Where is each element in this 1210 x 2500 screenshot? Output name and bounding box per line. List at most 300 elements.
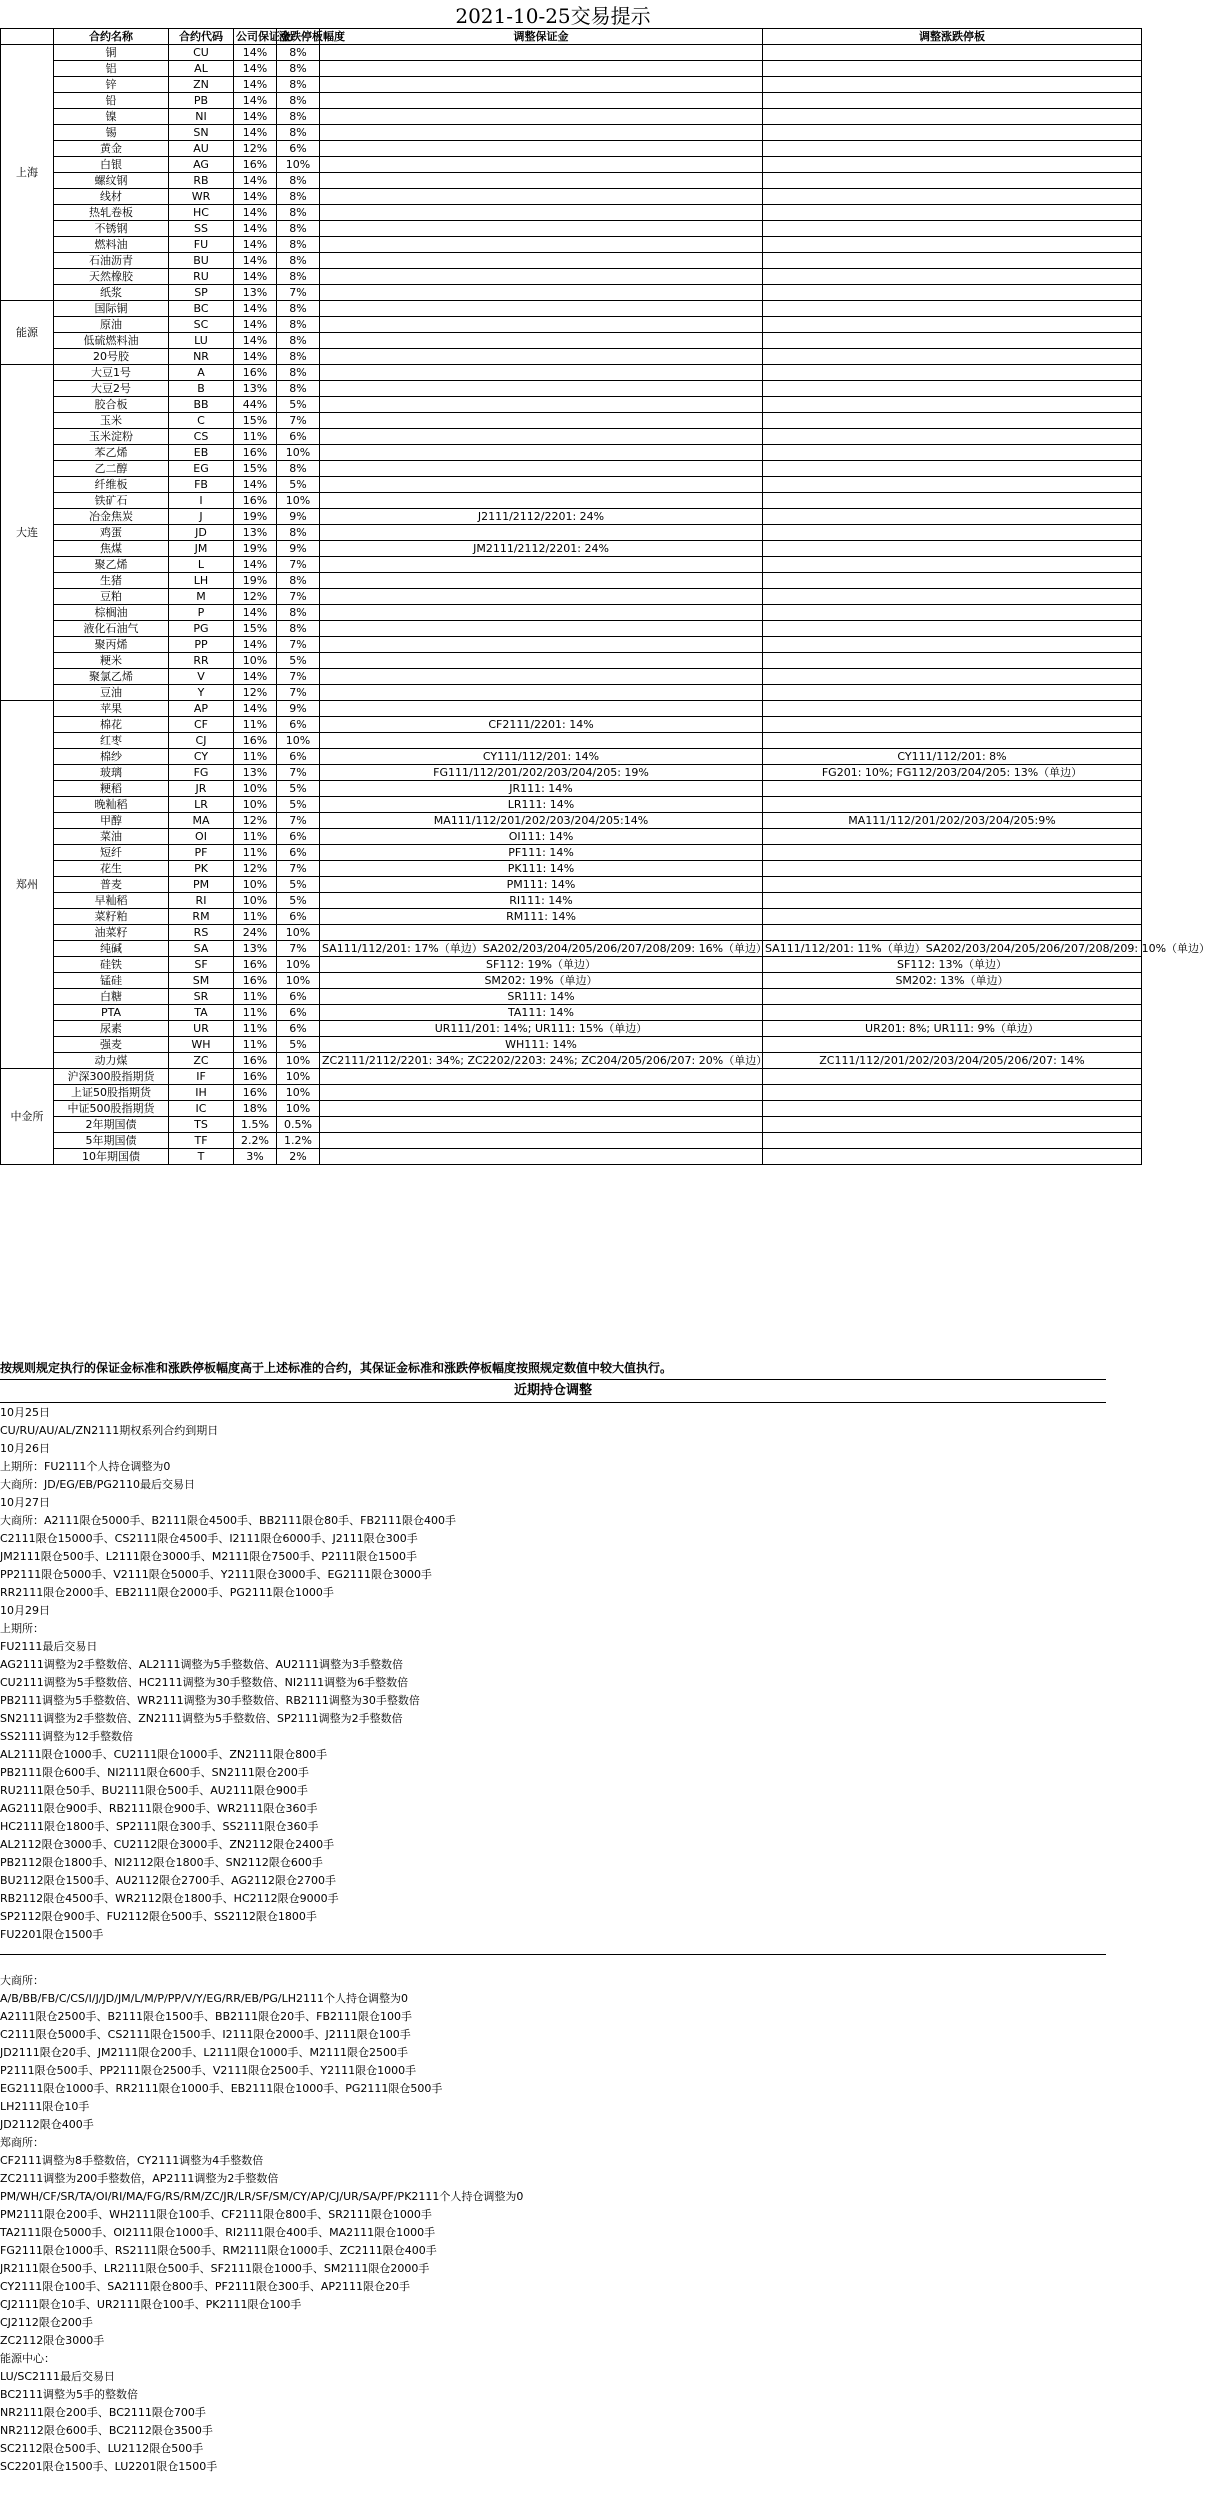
- margin-rate: 13%: [234, 381, 277, 397]
- table-row: [1, 93, 1142, 109]
- adjusted-limit: [763, 61, 1142, 77]
- margin-rate: 16%: [234, 973, 277, 989]
- adjusted-margin: [320, 333, 763, 349]
- contract-code: UR: [169, 1021, 234, 1037]
- adjusted-limit: [763, 781, 1142, 797]
- limit-rate: 6%: [277, 717, 320, 733]
- contract-name: 镍: [54, 109, 169, 125]
- limit-rate: 6%: [277, 429, 320, 445]
- table-row: [1, 957, 1142, 973]
- table-row: [1, 285, 1142, 301]
- limit-rate: 8%: [277, 205, 320, 221]
- contract-name: 2年期国债: [54, 1117, 169, 1133]
- table-row: [1, 205, 1142, 221]
- margin-rate: 16%: [234, 1085, 277, 1101]
- limit-rate: 5%: [277, 797, 320, 813]
- contract-name: 焦煤: [54, 541, 169, 557]
- adjusted-limit: [763, 733, 1142, 749]
- limit-rate: 10%: [277, 1085, 320, 1101]
- contract-code: I: [169, 493, 234, 509]
- contract-name: 聚丙烯: [54, 637, 169, 653]
- contract-name: 玉米: [54, 413, 169, 429]
- adjusted-limit: [763, 397, 1142, 413]
- table-row: [1, 589, 1142, 605]
- adjusted-limit: [763, 685, 1142, 701]
- adjusted-margin: PM111: 14%: [320, 877, 763, 893]
- table-row: [1, 877, 1142, 893]
- table-row: [1, 317, 1142, 333]
- limit-rate: 10%: [277, 1053, 320, 1069]
- table-row: [1, 397, 1142, 413]
- table-row: [1, 1149, 1142, 1165]
- adjusted-margin: [320, 285, 763, 301]
- contract-name: 20号胶: [54, 349, 169, 365]
- adjusted-margin: [320, 221, 763, 237]
- table-row: [1, 253, 1142, 269]
- contract-name: 乙二醇: [54, 461, 169, 477]
- table-row: [1, 909, 1142, 925]
- table-row: [1, 445, 1142, 461]
- margin-rate: 11%: [234, 1037, 277, 1053]
- contract-code: EB: [169, 445, 234, 461]
- adjusted-margin: [320, 429, 763, 445]
- contract-code: FG: [169, 765, 234, 781]
- limit-rate: 6%: [277, 1005, 320, 1021]
- contract-name: 菜油: [54, 829, 169, 845]
- table-row: [1, 173, 1142, 189]
- margin-rate: 2.2%: [234, 1133, 277, 1149]
- limit-rate: 6%: [277, 749, 320, 765]
- limit-rate: 10%: [277, 445, 320, 461]
- contract-code: JR: [169, 781, 234, 797]
- limit-rate: 8%: [277, 77, 320, 93]
- contract-name: 热轧卷板: [54, 205, 169, 221]
- limit-rate: 8%: [277, 125, 320, 141]
- adjusted-margin: [320, 413, 763, 429]
- limit-rate: 8%: [277, 381, 320, 397]
- adjusted-limit: [763, 1069, 1142, 1085]
- adjusted-limit: SF112: 13%（单边）: [763, 957, 1142, 973]
- limit-rate: 6%: [277, 845, 320, 861]
- adjusted-margin: OI111: 14%: [320, 829, 763, 845]
- contract-name: 锡: [54, 125, 169, 141]
- contract-code: MA: [169, 813, 234, 829]
- contract-code: IH: [169, 1085, 234, 1101]
- margin-rate: 1.5%: [234, 1117, 277, 1133]
- limit-rate: 7%: [277, 685, 320, 701]
- adjusted-limit: [763, 253, 1142, 269]
- limit-rate: 6%: [277, 141, 320, 157]
- table-row: [1, 333, 1142, 349]
- limit-rate: 5%: [277, 1037, 320, 1053]
- contract-code: NR: [169, 349, 234, 365]
- contract-name: 沪深300股指期货: [54, 1069, 169, 1085]
- margin-rate: 11%: [234, 845, 277, 861]
- adjusted-limit: [763, 93, 1142, 109]
- exchange-name: 上海: [1, 45, 54, 301]
- contract-code: CS: [169, 429, 234, 445]
- adjusted-margin: [320, 93, 763, 109]
- contract-code: PP: [169, 637, 234, 653]
- adjusted-margin: SM202: 19%（单边）: [320, 973, 763, 989]
- recent-position-adjustment-title: 近期持仓调整: [0, 1380, 1106, 1403]
- adjusted-margin: FG111/112/201/202/203/204/205: 19%: [320, 765, 763, 781]
- table-row: [1, 349, 1142, 365]
- table-row: [1, 365, 1142, 381]
- contract-name: 动力煤: [54, 1053, 169, 1069]
- contract-name: 原油: [54, 317, 169, 333]
- contract-code: AU: [169, 141, 234, 157]
- adjusted-margin: [320, 301, 763, 317]
- margin-rate: 14%: [234, 189, 277, 205]
- limit-rate: 7%: [277, 557, 320, 573]
- contract-code: LU: [169, 333, 234, 349]
- adjusted-limit: [763, 621, 1142, 637]
- table-row: [1, 541, 1142, 557]
- adjusted-margin: CF2111/2201: 14%: [320, 717, 763, 733]
- contract-name: 国际铜: [54, 301, 169, 317]
- adjusted-limit: [763, 237, 1142, 253]
- header-adjusted-margin: 调整保证金: [320, 29, 763, 45]
- contract-name: 聚乙烯: [54, 557, 169, 573]
- limit-rate: 0.5%: [277, 1117, 320, 1133]
- adjusted-margin: [320, 525, 763, 541]
- table-row: [1, 221, 1142, 237]
- contract-code: PB: [169, 93, 234, 109]
- contract-code: PK: [169, 861, 234, 877]
- adjusted-limit: [763, 205, 1142, 221]
- limit-rate: 8%: [277, 189, 320, 205]
- adjusted-limit: [763, 877, 1142, 893]
- adjusted-margin: LR111: 14%: [320, 797, 763, 813]
- adjusted-margin: [320, 653, 763, 669]
- adjusted-limit: [763, 829, 1142, 845]
- contract-code: CY: [169, 749, 234, 765]
- margin-rate: 10%: [234, 877, 277, 893]
- contract-name: 石油沥青: [54, 253, 169, 269]
- limit-rate: 10%: [277, 925, 320, 941]
- adjusted-margin: [320, 61, 763, 77]
- table-row: [1, 861, 1142, 877]
- limit-rate: 8%: [277, 221, 320, 237]
- adjusted-margin: J2111/2112/2201: 24%: [320, 509, 763, 525]
- contract-name: 螺纹钢: [54, 173, 169, 189]
- table-row: [1, 237, 1142, 253]
- contract-code: V: [169, 669, 234, 685]
- margin-rate: 14%: [234, 93, 277, 109]
- table-row: [1, 61, 1142, 77]
- limit-rate: 8%: [277, 269, 320, 285]
- table-row: [1, 1101, 1142, 1117]
- contract-name: 尿素: [54, 1021, 169, 1037]
- adjusted-margin: [320, 237, 763, 253]
- limit-rate: 5%: [277, 653, 320, 669]
- table-row: [1, 381, 1142, 397]
- adjusted-limit: SA111/112/201: 11%（单边）SA202/203/204/205/206/207/208/209: 10%（单边）: [763, 941, 1142, 957]
- adjusted-margin: [320, 317, 763, 333]
- contract-code: CU: [169, 45, 234, 61]
- adjusted-limit: [763, 573, 1142, 589]
- limit-rate: 7%: [277, 285, 320, 301]
- contract-name: 燃料油: [54, 237, 169, 253]
- table-row: [1, 781, 1142, 797]
- adjusted-limit: [763, 653, 1142, 669]
- adjusted-margin: [320, 365, 763, 381]
- header-limit: 涨跌停板幅度: [277, 29, 320, 45]
- table-row: [1, 573, 1142, 589]
- adjusted-limit: [763, 701, 1142, 717]
- adjusted-margin: [320, 461, 763, 477]
- adjusted-limit: [763, 525, 1142, 541]
- limit-rate: 8%: [277, 605, 320, 621]
- contract-code: TA: [169, 1005, 234, 1021]
- table-row: [1, 493, 1142, 509]
- table-row: [1, 845, 1142, 861]
- contract-name: 短纤: [54, 845, 169, 861]
- table-row: [1, 461, 1142, 477]
- table-row: [1, 1085, 1142, 1101]
- contract-code: CF: [169, 717, 234, 733]
- margin-rate: 11%: [234, 829, 277, 845]
- adjusted-limit: [763, 365, 1142, 381]
- limit-rate: 8%: [277, 237, 320, 253]
- table-row: [1, 733, 1142, 749]
- adjusted-margin: [320, 1085, 763, 1101]
- adjusted-margin: RI111: 14%: [320, 893, 763, 909]
- adjusted-margin: JR111: 14%: [320, 781, 763, 797]
- contract-code: LH: [169, 573, 234, 589]
- contract-name: 铁矿石: [54, 493, 169, 509]
- contract-name: 铅: [54, 93, 169, 109]
- adjusted-margin: [320, 1101, 763, 1117]
- adjusted-margin: [320, 1117, 763, 1133]
- adjusted-limit: [763, 1149, 1142, 1165]
- contract-name: 强麦: [54, 1037, 169, 1053]
- limit-rate: 7%: [277, 589, 320, 605]
- contract-code: Y: [169, 685, 234, 701]
- contract-code: RM: [169, 909, 234, 925]
- limit-rate: 8%: [277, 109, 320, 125]
- adjusted-margin: [320, 125, 763, 141]
- header-adjusted-limit: 调整涨跌停板: [763, 29, 1142, 45]
- contract-code: PM: [169, 877, 234, 893]
- margin-rate: 14%: [234, 237, 277, 253]
- adjusted-limit: [763, 989, 1142, 1005]
- table-row: [1, 749, 1142, 765]
- adjusted-limit: [763, 461, 1142, 477]
- contract-name: 锌: [54, 77, 169, 93]
- contract-code: IC: [169, 1101, 234, 1117]
- contract-code: AG: [169, 157, 234, 173]
- contract-name: 冶金焦炭: [54, 509, 169, 525]
- contract-name: 上证50股指期货: [54, 1085, 169, 1101]
- adjusted-limit: [763, 605, 1142, 621]
- adjusted-limit: [763, 285, 1142, 301]
- margin-rate: 11%: [234, 717, 277, 733]
- contract-code: SN: [169, 125, 234, 141]
- exchange-name: 能源: [1, 301, 54, 365]
- margin-rate: 11%: [234, 1021, 277, 1037]
- table-row: [1, 637, 1142, 653]
- adjusted-margin: [320, 77, 763, 93]
- adjusted-margin: [320, 141, 763, 157]
- table-row: [1, 1117, 1142, 1133]
- margin-rate: 16%: [234, 157, 277, 173]
- contract-code: BU: [169, 253, 234, 269]
- contract-name: 胶合板: [54, 397, 169, 413]
- contract-name: 液化石油气: [54, 621, 169, 637]
- adjusted-limit: [763, 125, 1142, 141]
- margin-rate: 12%: [234, 141, 277, 157]
- margin-rate: 19%: [234, 573, 277, 589]
- margin-rate: 19%: [234, 541, 277, 557]
- adjusted-margin: [320, 621, 763, 637]
- adjusted-limit: [763, 637, 1142, 653]
- table-row: [1, 701, 1142, 717]
- contract-code: P: [169, 605, 234, 621]
- margin-rate: 3%: [234, 1149, 277, 1165]
- limit-rate: 10%: [277, 957, 320, 973]
- contract-code: C: [169, 413, 234, 429]
- adjusted-limit: [763, 845, 1142, 861]
- adjusted-margin: [320, 589, 763, 605]
- adjusted-limit: [763, 333, 1142, 349]
- adjusted-margin: CY111/112/201: 14%: [320, 749, 763, 765]
- contract-code: ZC: [169, 1053, 234, 1069]
- contract-name: 线材: [54, 189, 169, 205]
- adjusted-margin: PF111: 14%: [320, 845, 763, 861]
- limit-rate: 8%: [277, 461, 320, 477]
- adjusted-limit: [763, 861, 1142, 877]
- margin-rate: 16%: [234, 1069, 277, 1085]
- adjusted-limit: [763, 429, 1142, 445]
- contract-code: SR: [169, 989, 234, 1005]
- limit-rate: 7%: [277, 765, 320, 781]
- margin-rate: 16%: [234, 957, 277, 973]
- adjusted-limit: [763, 413, 1142, 429]
- adjusted-limit: [763, 477, 1142, 493]
- margin-rate: 16%: [234, 365, 277, 381]
- contract-code: L: [169, 557, 234, 573]
- table-row: [1, 717, 1142, 733]
- contract-name: PTA: [54, 1005, 169, 1021]
- contract-code: OI: [169, 829, 234, 845]
- margin-rate: 14%: [234, 637, 277, 653]
- adjusted-limit: [763, 557, 1142, 573]
- limit-rate: 7%: [277, 941, 320, 957]
- adjusted-margin: [320, 397, 763, 413]
- margin-rate: 15%: [234, 413, 277, 429]
- margin-rate: 14%: [234, 125, 277, 141]
- contract-name: 晚籼稻: [54, 797, 169, 813]
- margin-rate: 16%: [234, 493, 277, 509]
- margin-rate: 14%: [234, 701, 277, 717]
- margin-rate: 13%: [234, 285, 277, 301]
- contract-code: SA: [169, 941, 234, 957]
- adjusted-limit: [763, 1133, 1142, 1149]
- margin-rate: 14%: [234, 109, 277, 125]
- adjusted-limit: MA111/112/201/202/203/204/205:9%: [763, 813, 1142, 829]
- adjusted-limit: [763, 317, 1142, 333]
- contract-name: 棕榈油: [54, 605, 169, 621]
- margin-rate: 13%: [234, 525, 277, 541]
- adjusted-limit: [763, 1037, 1142, 1053]
- contract-name: 低硫燃料油: [54, 333, 169, 349]
- margin-rate: 12%: [234, 861, 277, 877]
- limit-rate: 10%: [277, 1069, 320, 1085]
- contract-name: 生猪: [54, 573, 169, 589]
- margin-rate: 11%: [234, 989, 277, 1005]
- adjusted-margin: [320, 189, 763, 205]
- margin-rate: 14%: [234, 221, 277, 237]
- contract-code: EG: [169, 461, 234, 477]
- contract-code: JD: [169, 525, 234, 541]
- margin-rate: 44%: [234, 397, 277, 413]
- limit-rate: 8%: [277, 365, 320, 381]
- adjusted-margin: [320, 557, 763, 573]
- limit-rate: 7%: [277, 637, 320, 653]
- adjusted-limit: [763, 189, 1142, 205]
- contract-code: RU: [169, 269, 234, 285]
- table-row: [1, 621, 1142, 637]
- margin-rate: 15%: [234, 621, 277, 637]
- margin-rate: 13%: [234, 765, 277, 781]
- adjustment-notes-part-1: 10月25日 CU/RU/AU/AL/ZN2111期权系列合约到期日 10月26日 上期所：FU2111个人持仓调整为0 大商所：JD/EG/EB/PG2110最后交易日 10月27日 大商所：A2111限仓5000手、B2111限仓4500手、BB2111限仓80手、FB2111限仓400手 C2111限仓15000手、CS2111限仓4500手、I2111限仓6000手、J2111限仓300手 JM2111限仓500手、L2111限仓3000手、M2111限仓7500手、P2111限仓1500手 PP2111限仓5000手、V2111限仓5000手、Y2111限仓3000手、EG2111限仓3000手 RR2111限仓2000手、EB2111限仓2000手、PG2111限仓1000手 10月29日 上期所： FU2111最后交易日 AG2111调整为2手整数倍、AL2111调整为5手整数倍、AU2111调整为3手整数倍 CU2111调整为5手整数倍、HC2111调整为30手整数倍、NI2111调整为6手整数倍 PB2111调整为5手整数倍、WR2111调整为30手整数倍、RB2111调整为30手整数倍 SN2111调整为2手整数倍、ZN2111调整为5手整数倍、SP2111调整为2手整数倍 SS2111调整为12手整数倍 AL2111限仓1000手、CU2111限仓1000手、ZN2111限仓800手 PB2111限仓600手、NI2111限仓600手、SN2111限仓200手 RU2111限仓50手、BU2111限仓500手、AU2111限仓900手 AG2111限仓900手、RB2111限仓900手、WR2111限仓360手 HC2111限仓1800手、SP2111限仓300手、SS2111限仓360手 AL2112限仓3000手、CU2112限仓3000手、ZN2112限仓2400手 PB2112限仓1800手、NI2112限仓1800手、SN2112限仓600手 BU2112限仓1500手、AU2112限仓2700手、AG2112限仓2700手 RB2112限仓4500手、WR2112限仓1800手、HC2112限仓9000手 SP2112限仓900手、FU2112限仓500手、SS2112限仓1800手 FU2201限仓1500手: [0, 1404, 1106, 1955]
- table-row: [1, 525, 1142, 541]
- adjusted-limit: [763, 1005, 1142, 1021]
- margin-rate: 14%: [234, 333, 277, 349]
- contract-name: 天然橡胶: [54, 269, 169, 285]
- adjusted-limit: [763, 893, 1142, 909]
- contract-code: ZN: [169, 77, 234, 93]
- margin-rate: 11%: [234, 749, 277, 765]
- contract-name: 锰硅: [54, 973, 169, 989]
- margin-rate: 14%: [234, 253, 277, 269]
- exchange-name: 郑州: [1, 701, 54, 1069]
- adjusted-margin: SF112: 19%（单边）: [320, 957, 763, 973]
- adjusted-margin: SR111: 14%: [320, 989, 763, 1005]
- contract-name: 粳稻: [54, 781, 169, 797]
- adjusted-margin: [320, 1133, 763, 1149]
- limit-rate: 5%: [277, 877, 320, 893]
- adjusted-limit: ZC111/112/201/202/203/204/205/206/207: 14%: [763, 1053, 1142, 1069]
- contract-code: WH: [169, 1037, 234, 1053]
- margin-rate: 10%: [234, 781, 277, 797]
- table-row: [1, 557, 1142, 573]
- adjusted-limit: [763, 717, 1142, 733]
- adjusted-limit: [763, 541, 1142, 557]
- margin-rate: 14%: [234, 317, 277, 333]
- adjusted-margin: [320, 445, 763, 461]
- margin-rate: 14%: [234, 173, 277, 189]
- adjusted-limit: [763, 349, 1142, 365]
- table-row: [1, 941, 1142, 957]
- limit-rate: 8%: [277, 45, 320, 61]
- table-row: [1, 109, 1142, 125]
- contract-code: NI: [169, 109, 234, 125]
- adjusted-margin: ZC2111/2112/2201: 34%; ZC2202/2203: 24%; ZC204/205/206/207: 20%（单边）: [320, 1053, 763, 1069]
- adjusted-limit: [763, 669, 1142, 685]
- contract-name: 纤维板: [54, 477, 169, 493]
- margin-rate: 11%: [234, 429, 277, 445]
- contract-code: FB: [169, 477, 234, 493]
- limit-rate: 7%: [277, 813, 320, 829]
- margin-rate: 13%: [234, 941, 277, 957]
- adjusted-limit: [763, 157, 1142, 173]
- contract-name: 普麦: [54, 877, 169, 893]
- adjusted-limit: [763, 1117, 1142, 1133]
- table-row: [1, 925, 1142, 941]
